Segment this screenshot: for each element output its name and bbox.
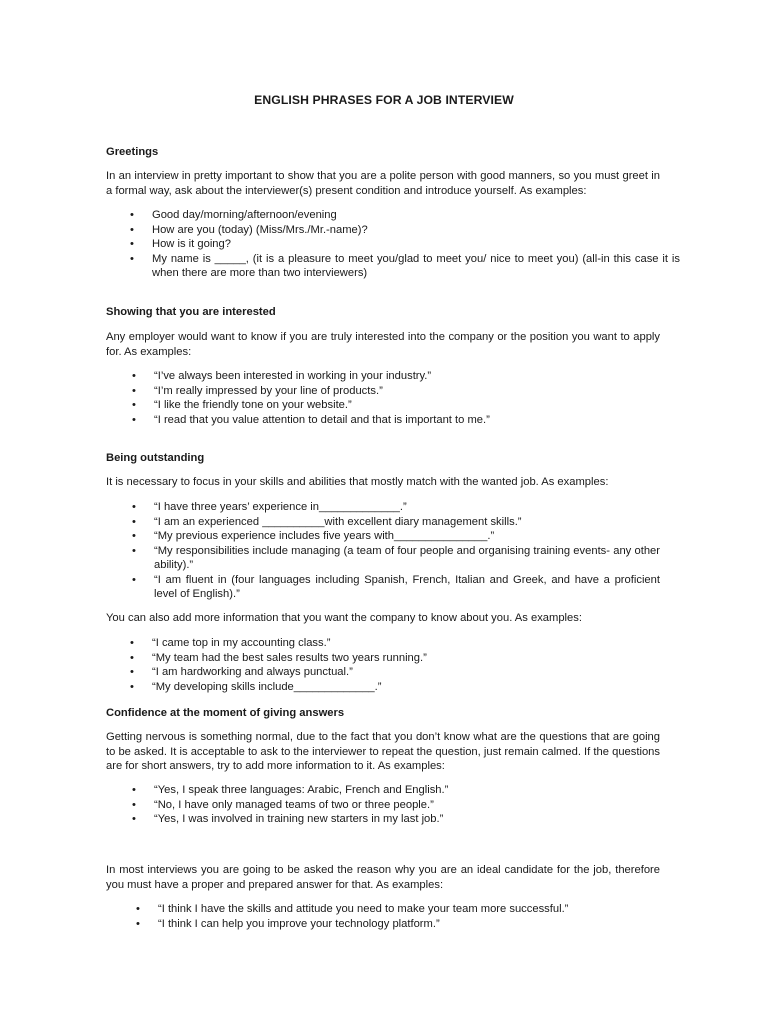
list-item: • “Yes, I speak three languages: Arabic, French and English.” <box>132 784 449 796</box>
bullet-icon: • <box>132 798 136 811</box>
list-item: • “I like the friendly tone on your website.” <box>132 399 352 411</box>
list-item: • “I think I can help you improve your technology platform.” <box>136 917 440 930</box>
list-item: • “I am hardworking and always punctual.” <box>130 666 353 678</box>
list-item: • Good day/morning/afternoon/evening <box>130 209 337 221</box>
bullet-icon: • <box>132 399 136 411</box>
section-heading-outstanding: Being outstanding <box>106 452 205 464</box>
list-item: • “I came top in my accounting class.” <box>130 637 331 649</box>
bullet-icon: • <box>132 544 136 557</box>
list-item: • How are you (today) (Miss/Mrs./Mr.-name)? <box>130 223 368 236</box>
bullet-icon: • <box>130 238 134 250</box>
bullet-icon: • <box>132 384 136 397</box>
list-item: • “I am fluent in (four languages including Spanish, French, Italian and Greek, and have a proficient level of English).” <box>132 573 660 600</box>
bullet-icon: • <box>132 530 136 542</box>
list-item: • “I have three years’ experience in_____________.” <box>132 501 407 513</box>
bullet-icon: • <box>130 252 134 265</box>
bullet-icon: • <box>132 370 136 382</box>
bullet-icon: • <box>132 573 136 586</box>
bullet-list-interested <box>132 369 682 427</box>
list-item: • My name is _____, (it is a pleasure to meet you/glad to meet you/ nice to meet you) (all-in this case it is when there are more than two interviewers) <box>130 252 680 279</box>
list-item: • “My previous experience includes five years with_______________.” <box>132 530 495 542</box>
list-item: • “My team had the best sales results two years running.” <box>130 651 427 664</box>
list-item: • “I read that you value attention to detail and that is important to me.” <box>132 413 490 426</box>
bullet-icon: • <box>130 651 134 664</box>
bullet-icon: • <box>136 903 140 915</box>
list-item: • “I think I have the skills and attitude you need to make your team more successful.” <box>136 903 569 915</box>
bullet-list-confidence <box>132 783 682 827</box>
section-paragraph-outstanding: It is necessary to focus in your skills and abilities that mostly match with the wanted job. As examples: <box>106 476 609 488</box>
section-paragraph-confidence: Getting nervous is something normal, due to the fact that you don’t know what are the questions that are going to be asked. It is acceptable to ask to the interviewer to repeat the question, just remain calmed. If the questions are for short answers, try to add more information to it. As examples: <box>106 731 660 772</box>
list-item: • “No, I have only managed teams of two or three people.” <box>132 798 434 811</box>
list-item: • How is it going? <box>130 238 231 250</box>
bullet-list-ideal-candidate <box>136 902 686 931</box>
section-paragraph-greetings: In an interview in pretty important to show that you are a polite person with good manners, so you must greet in a formal way, ask about the interviewer(s) present condition and introduce yourself. As examples: <box>106 170 660 197</box>
bullet-icon: • <box>132 515 136 528</box>
section-paragraph-ideal-candidate: In most interviews you are going to be asked the reason why you are an ideal candidate for the job, therefore you must have a proper and prepared answer for that. As examples: <box>106 864 660 891</box>
bullet-list-outstanding-more <box>130 636 680 694</box>
list-item: • “I’m really impressed by your line of products.” <box>132 384 383 397</box>
bullet-icon: • <box>136 917 140 930</box>
bullet-icon: • <box>130 209 134 221</box>
bullet-icon: • <box>132 501 136 513</box>
section-paragraph-outstanding-more: You can also add more information that you want the company to know about you. As examples: <box>106 612 582 624</box>
section-heading-greetings: Greetings <box>106 146 159 158</box>
list-item: • “My responsibilities include managing (a team of four people and organising training events- any other ability).” <box>132 544 660 571</box>
list-item: • “I am an experienced __________with excellent diary management skills.” <box>132 515 522 528</box>
bullet-list-outstanding <box>132 500 660 602</box>
bullet-icon: • <box>130 680 134 693</box>
section-heading-interested: Showing that you are interested <box>106 306 276 318</box>
list-item: • “Yes, I was involved in training new starters in my last job.” <box>132 813 444 825</box>
section-paragraph-interested: Any employer would want to know if you are truly interested into the company or the position you want to apply for. As examples: <box>106 331 660 358</box>
bullet-list-greetings <box>130 208 680 281</box>
document-title: ENGLISH PHRASES FOR A JOB INTERVIEW <box>254 93 514 107</box>
list-item: • “I’ve always been interested in working in your industry.” <box>132 370 432 382</box>
bullet-icon: • <box>132 784 136 796</box>
bullet-icon: • <box>132 813 136 825</box>
bullet-icon: • <box>130 666 134 678</box>
list-item: • “My developing skills include_____________.” <box>130 680 382 693</box>
bullet-icon: • <box>130 223 134 236</box>
bullet-icon: • <box>130 637 134 649</box>
bullet-icon: • <box>132 413 136 426</box>
section-heading-confidence: Confidence at the moment of giving answers <box>106 707 345 719</box>
